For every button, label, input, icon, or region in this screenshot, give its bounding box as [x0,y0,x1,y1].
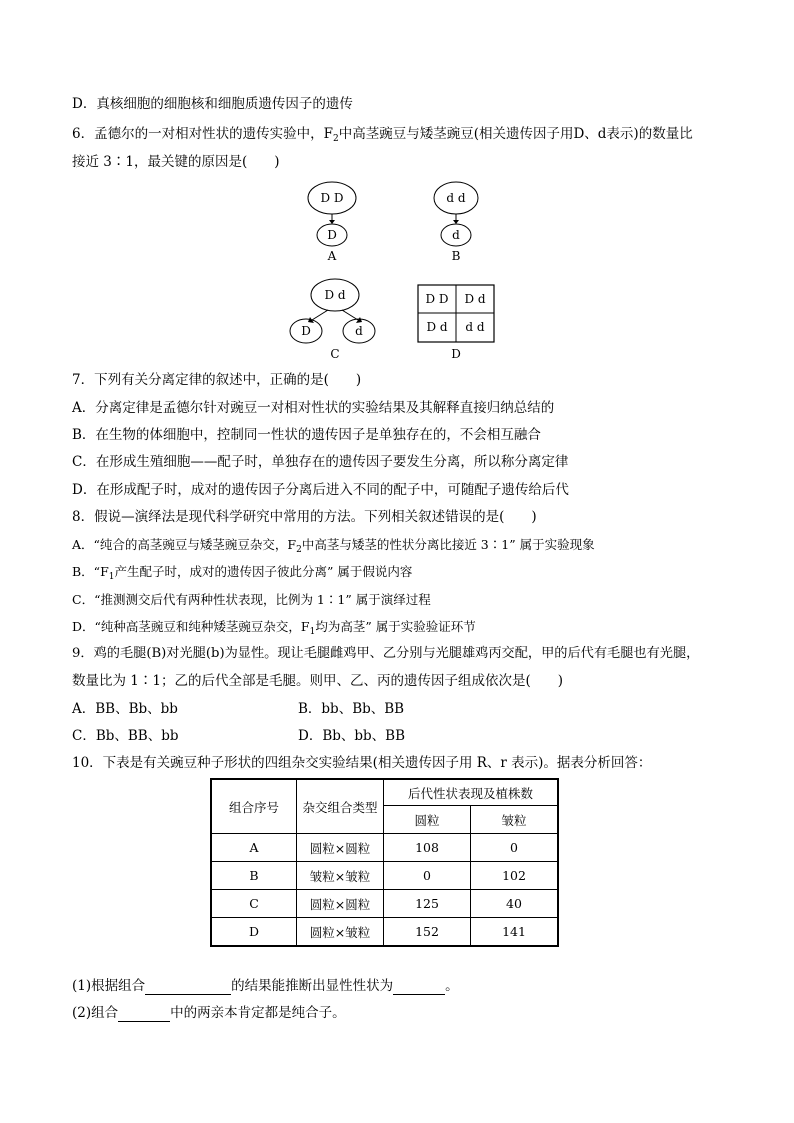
q7-stem: 7．下列有关分离定律的叙述中，正确的是( ) [72,372,362,388]
q5-option-d: D．真核细胞的细胞核和细胞质遗传因子的遗传 [72,96,353,112]
q8-option-d [72,618,476,641]
q8-option-a [72,536,595,559]
q7-option-d: D．在形成配子时，成对的遗传因子分离后进入不同的配子中，可随配子遗传给后代 [72,482,569,498]
figure-b-gamete-text: d [452,228,460,242]
q6-stem-subscript: 2 [332,134,339,144]
table-row [211,890,558,918]
q10-sub1-part3: 。 [445,978,459,994]
figure-d-cell-3: D d [426,320,448,334]
figure-a-arrowhead [329,220,335,224]
q6-stem-line2: 接近 3∶1，最关键的原因是( ) [72,154,280,170]
q9-stem-line2: 数量比为 1∶1；乙的后代全部是毛腿。则甲、乙、丙的遗传因子组成依次是( ) [72,673,564,689]
q10-sub1-part1: (1)根据组合 [72,978,146,994]
q8-option-d-part1: D．“纯种高茎豌豆和纯种矮茎豌豆杂交，F [72,619,310,634]
q7-option-a: A．分离定律是孟德尔针对豌豆一对相对性状的实验结果及其解释直接归纳总结的 [72,400,555,416]
row-round: 108 [384,834,471,862]
q6-figure-b [434,182,478,263]
row-round: 0 [384,862,471,890]
q9-stem-line1: 9．鸡的毛腿(B)对光腿(b)为显性。现让毛腿雌鸡甲、乙分别与光腿雄鸡丙交配，甲的后代有毛腿也有光腿， [72,646,700,661]
row-id: B [211,862,297,890]
figure-b-label: B [451,249,461,263]
header-wrinkled: 皱粒 [471,806,559,834]
figure-a-label: A [327,249,337,263]
row-cross: 圆粒×圆粒 [297,834,384,862]
row-wrinkled: 0 [471,834,559,862]
figure-c-arrow-left [312,310,328,320]
q8-option-c: C．“推测测交后代有两种性状表现，比例为 1∶1” 属于演绎过程 [72,592,431,607]
row-wrinkled: 141 [471,918,559,947]
q10-sub2-part2: 中的两亲本肯定都是纯合子。 [170,1005,346,1021]
figure-c-gamete-left-text: D [301,324,311,338]
row-wrinkled: 102 [471,862,559,890]
figure-a-gamete-text: D [327,228,337,242]
answer-blank-1[interactable] [145,980,231,995]
figure-c-gamete-right-text: d [355,324,363,338]
q10-results-table [210,778,559,947]
figure-c-arrow-right [342,310,358,320]
q6-stem-line1 [72,125,693,148]
answer-blank-2[interactable] [393,980,445,995]
row-round: 152 [384,918,471,947]
row-wrinkled: 40 [471,890,559,918]
figure-c-label: C [330,347,340,361]
row-cross: 圆粒×皱粒 [297,918,384,947]
figure-d-cell-4: d d [465,320,485,334]
row-round: 125 [384,890,471,918]
q8-option-a-part2: 中高茎与矮茎的性状分离比接近 3∶1” 属于实验现象 [301,537,595,552]
q8-option-a-part1: A．“纯合的高茎豌豆与矮茎豌豆杂交，F [72,537,297,552]
q8-option-b-part2: 产生配子时，成对的遗传因子彼此分离” 属于假说内容 [114,564,413,579]
q10-sub1-part2: 的结果能推断出显性性状为 [231,978,394,994]
figure-a-parent-text: D D [320,191,344,205]
q8-option-d-part2: 均为高茎” 属于实验验证环节 [315,619,476,634]
q10-subquestion-1 [72,977,459,995]
row-cross: 皱粒×皱粒 [297,862,384,890]
q9-option-c: C．Bb、BB、bb [72,728,179,744]
q9-option-a: A．BB、Bb、bb [72,701,178,717]
table-header-row [211,779,558,806]
answer-blank-3[interactable] [118,1007,170,1022]
row-cross: 圆粒×圆粒 [297,890,384,918]
q6-figure-a [308,182,356,263]
table-row [211,834,558,862]
figure-c-parent-text: D d [324,288,346,302]
header-group: 组合序号 [211,779,297,834]
q8-option-b-subscript: 1 [108,572,115,582]
q7-option-c: C．在形成生殖细胞——配子时，单独存在的遗传因子要发生分离，所以称分离定律 [72,454,569,470]
row-id: C [211,890,297,918]
q6-stem-part2: 中高茎豌豆与矮茎豌豆(相关遗传因子用D、d表示)的数量比 [338,126,693,142]
q8-option-b-part1: B．“F [72,564,109,579]
q7-option-b: B．在生物的体细胞中，控制同一性状的遗传因子是单独存在的，不会相互融合 [72,427,541,443]
q6-stem-part1: 6．孟德尔的一对相对性状的遗传实验中，F [72,126,333,142]
figure-d-label: D [451,347,461,361]
figure-d-cell-2: D d [464,292,486,306]
figure-b-parent-text: d d [446,191,466,205]
header-cross-type: 杂交组合类型 [297,779,384,834]
q9-option-d: D．Bb、bb、BB [298,728,406,744]
q8-option-a-subscript: 2 [296,545,302,555]
q10-subquestion-2 [72,1004,346,1022]
q6-figures [280,175,520,365]
figure-c-arrowhead-right [356,317,362,323]
q8-option-d-subscript: 1 [309,627,316,637]
header-offspring: 后代性状表现及植株数 [384,779,559,806]
table-row [211,918,558,947]
figure-b-arrowhead [453,220,459,224]
q8-option-b [72,563,412,586]
row-id: A [211,834,297,862]
figure-d-cell-1: D D [425,292,449,306]
table-row [211,862,558,890]
q8-stem: 8．假说—演绎法是现代科学研究中常用的方法。下列相关叙述错误的是( ) [72,509,537,525]
q10-stem: 10．下表是有关豌豆种子形状的四组杂交实验结果(相关遗传因子用 R、r 表示)。据表分析回答： [72,755,652,771]
row-id: D [211,918,297,947]
q6-figure-d [418,285,494,361]
q9-option-b: B．bb、Bb、BB [298,701,405,717]
header-round: 圆粒 [384,806,471,834]
q6-figure-c [290,279,375,361]
q10-sub2-part1: (2)组合 [72,1005,119,1021]
